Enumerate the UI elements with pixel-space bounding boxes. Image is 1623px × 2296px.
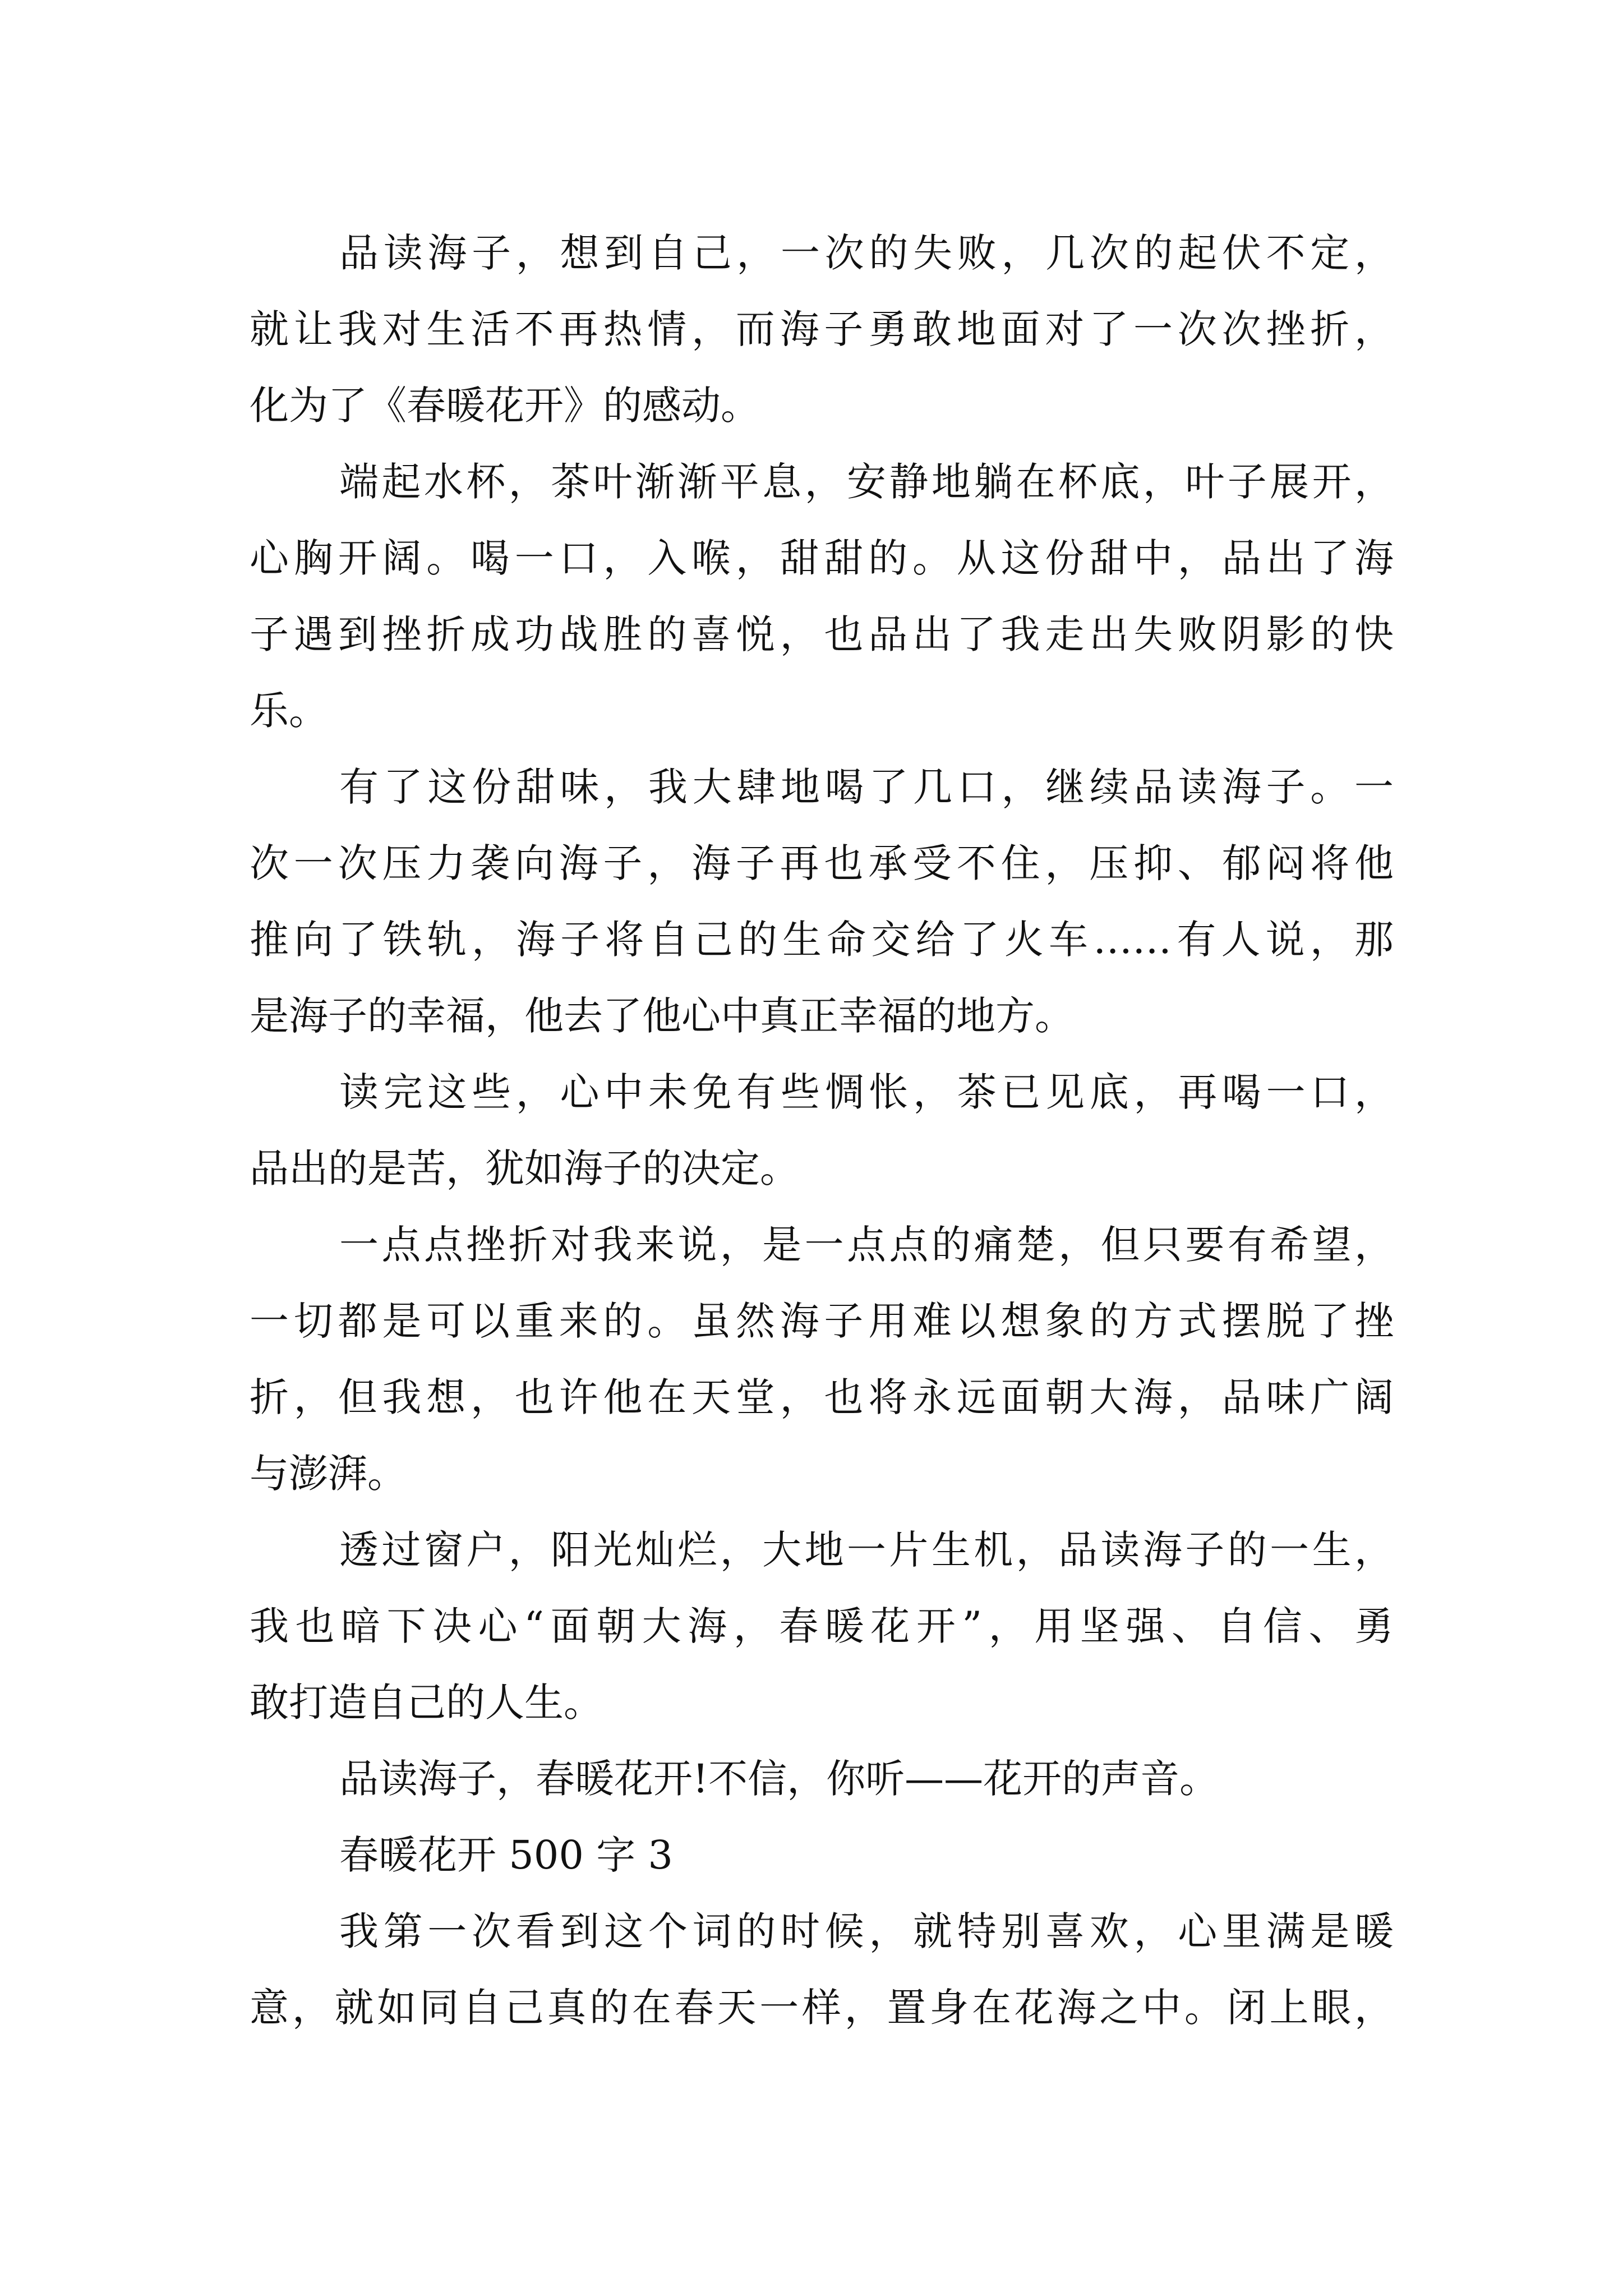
paragraph-line: 推向了铁轨，海子将自己的生命交给了火车……有人说，那 [250, 917, 1394, 963]
paragraph-line: 是海子的幸福，他去了他心中真正幸福的地方。 [250, 993, 1074, 1039]
paragraph-line: 次一次压力袭向海子，海子再也承受不住，压抑、郁闷将他 [250, 840, 1394, 886]
paragraph-line: 我第一次看到这个词的时候，就特别喜欢，心里满是暖 [339, 1908, 1394, 1954]
section-heading: 春暖花开 500 字 3 [339, 1832, 673, 1878]
document-body [250, 215, 1394, 2046]
paragraph-line: 子遇到挫折成功战胜的喜悦，也品出了我走出失败阴影的快 [250, 611, 1394, 657]
paragraph-line: 化为了《春暖花开》的感动。 [250, 383, 760, 429]
paragraph-line: 透过窗户，阳光灿烂，大地一片生机，品读海子的一生， [339, 1527, 1394, 1573]
paragraph-line: 品读海子，春暖花开!不信，你听——花开的声音。 [339, 1756, 1219, 1802]
paragraph-line: 折，但我想，也许他在天堂，也将永远面朝大海，品味广阔 [250, 1374, 1394, 1420]
paragraph-line: 我也暗下决心“面朝大海，春暖花开”，用坚强、自信、勇 [250, 1603, 1394, 1649]
paragraph-line: 意，就如同自己真的在春天一样，置身在花海之中。闭上眼， [250, 1985, 1394, 2031]
paragraph-line: 与澎湃。 [250, 1451, 407, 1497]
paragraph-line: 品读海子，想到自己，一次的失败，几次的起伏不定， [339, 230, 1394, 276]
paragraph-line: 心胸开阔。喝一口，入喉，甜甜的。从这份甜中，品出了海 [250, 535, 1394, 581]
paragraph-line: 就让我对生活不再热情，而海子勇敢地面对了一次次挫折， [250, 306, 1394, 352]
paragraph-line: 品出的是苦，犹如海子的决定。 [250, 1145, 799, 1191]
paragraph-line: 一切都是可以重来的。虽然海子用难以想象的方式摆脱了挫 [250, 1298, 1394, 1344]
paragraph-line: 端起水杯，茶叶渐渐平息，安静地躺在杯底，叶子展开， [339, 459, 1394, 505]
paragraph-line: 乐。 [250, 688, 328, 734]
paragraph-line: 读完这些，心中未免有些惆怅，茶已见底，再喝一口， [339, 1069, 1394, 1115]
paragraph-line: 一点点挫折对我来说，是一点点的痛楚，但只要有希望， [339, 1222, 1394, 1268]
paragraph-line: 有了这份甜味，我大肆地喝了几口，继续品读海子。一 [339, 764, 1394, 810]
paragraph-line: 敢打造自己的人生。 [250, 1680, 603, 1726]
